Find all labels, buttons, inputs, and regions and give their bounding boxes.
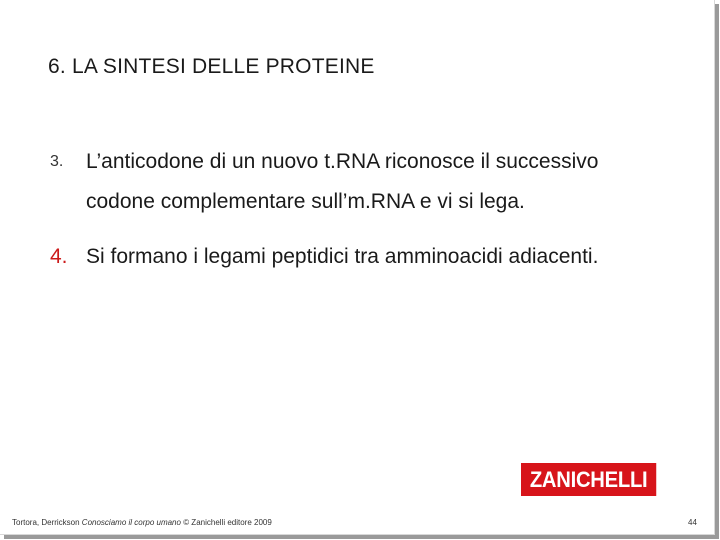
publisher-logo: ZANICHELLI — [521, 463, 656, 496]
slide-title: 6. LA SINTESI DELLE PROTEINE — [48, 55, 375, 78]
item-number: 3. — [50, 153, 64, 170]
item-text-line: L’anticodone di un nuovo t.RNA riconosce il successivo — [86, 150, 599, 173]
item-text-line: Si formano i legami peptidici tra amminoacidi adiacenti. — [86, 245, 599, 268]
footer-authors: Tortora, Derrickson — [12, 518, 82, 527]
footer-book-title: Conosciamo il corpo umano — [81, 518, 181, 527]
item-number: 4. — [50, 245, 68, 268]
page-number: 44 — [688, 518, 697, 527]
footer-publisher: © Zanichelli editore 2009 — [180, 518, 272, 527]
footer-credit — [12, 518, 272, 527]
item-text-line: codone complementare sull’m.RNA e vi si lega. — [86, 190, 525, 213]
